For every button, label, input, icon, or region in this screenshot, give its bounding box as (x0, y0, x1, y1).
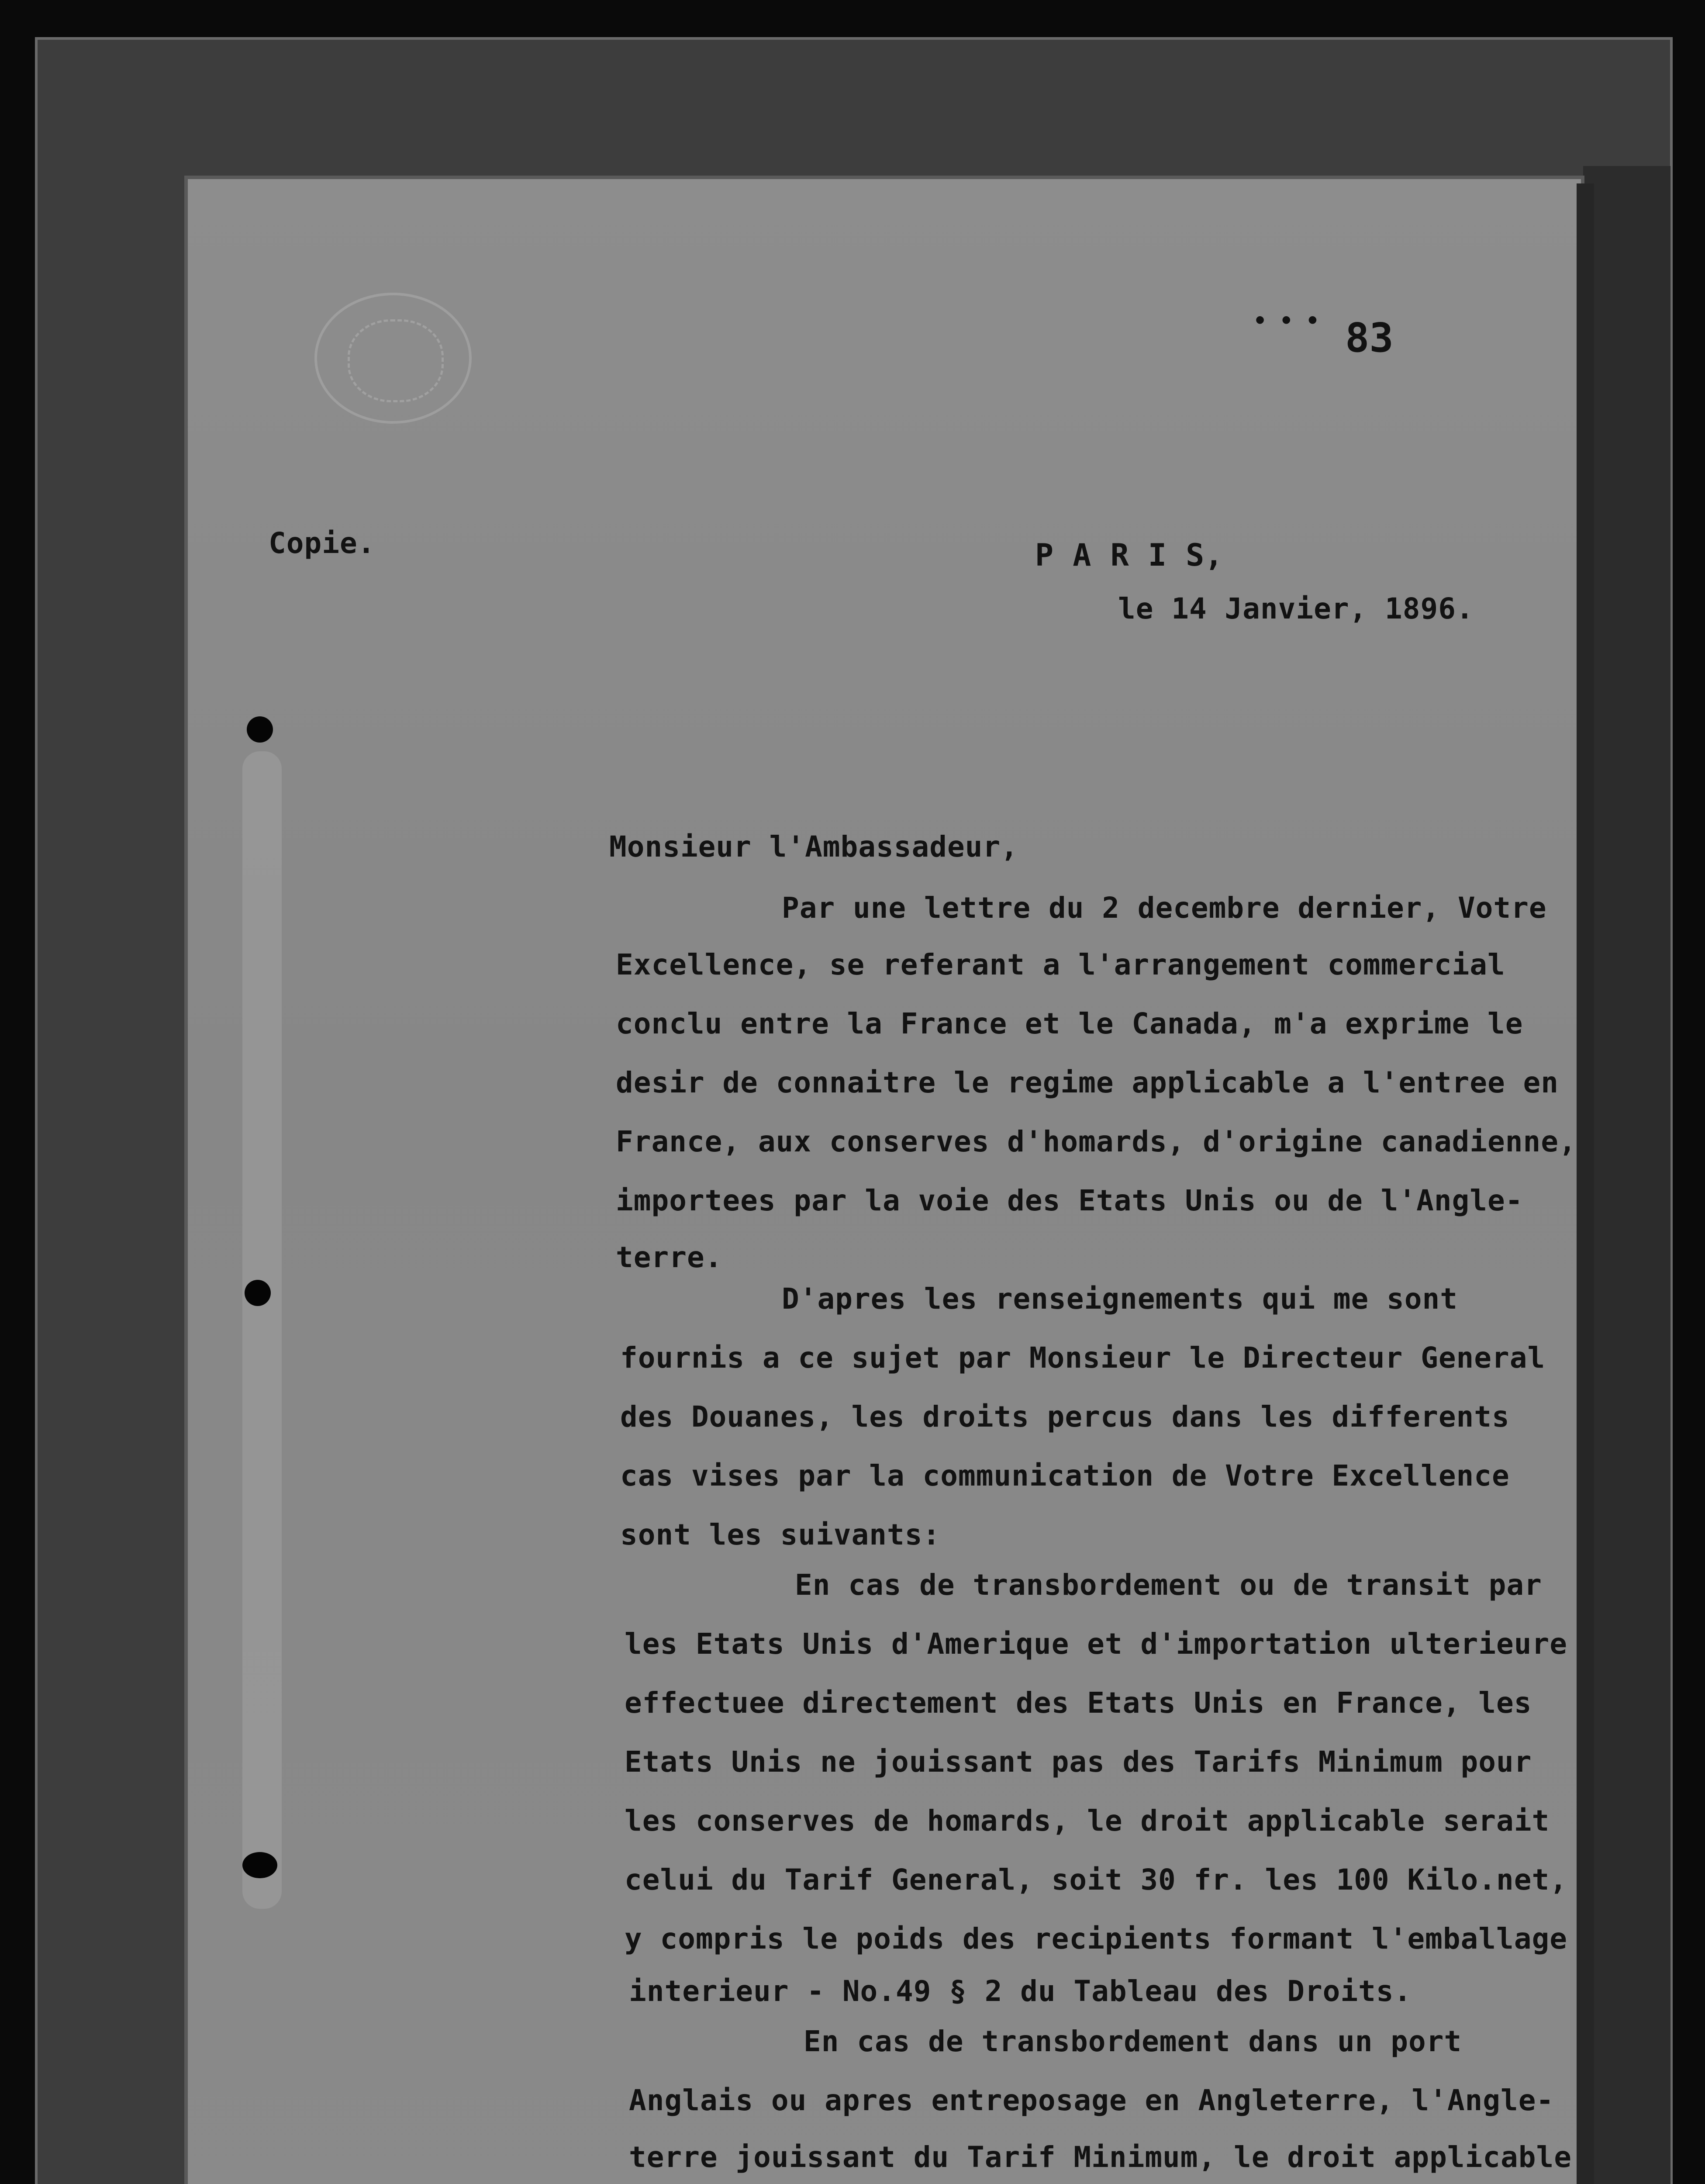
salutation: Monsieur l'Ambassadeur, (609, 830, 1018, 864)
punch-hole-icon (245, 1280, 271, 1306)
body-line: En cas de transbordement dans un port (804, 2025, 1462, 2058)
body-line: Excellence, se referant a l'arrangement commercial (616, 948, 1505, 981)
body-line: interieur - No.49 § 2 du Tableau des Droits. (629, 1974, 1412, 2008)
copy-label: Copie. (269, 526, 376, 560)
punch-hole-icon (247, 716, 273, 743)
body-line: desir de connaitre le regime applicable a l'entree en (616, 1066, 1559, 1099)
body-line: y compris le poids des recipients formant l'emballage (625, 1922, 1567, 1956)
body-line: France, aux conserves d'homards, d'origine canadienne, (616, 1125, 1577, 1158)
body-line: importees par la voie des Etats Unis ou de l'Angle- (616, 1184, 1523, 1217)
body-line: conclu entre la France et le Canada, m'a exprime le (616, 1007, 1523, 1040)
page-number: 83 (1345, 314, 1394, 361)
body-line: terre. (616, 1241, 723, 1274)
punch-hole-icon (242, 1852, 277, 1878)
embossed-seal-icon (314, 293, 472, 424)
place-heading: P A R I S, (1035, 537, 1224, 573)
body-line: les Etats Unis d'Amerique et d'importation ulterieure (625, 1627, 1567, 1661)
body-line: fournis a ce sujet par Monsieur le Directeur General (620, 1341, 1546, 1375)
body-line: celui du Tarif General, soit 30 fr. les 100 Kilo.net, (625, 1863, 1567, 1897)
film-edge-band (1583, 166, 1670, 2184)
body-line: En cas de transbordement ou de transit par (795, 1568, 1542, 1602)
body-line: sont les suivants: (620, 1518, 941, 1552)
body-line: cas vises par la communication de Votre Excellence (620, 1459, 1510, 1493)
body-line: les conserves de homards, le droit applicable serait (625, 1804, 1550, 1838)
body-line: Anglais ou apres entreposage en Angleterre, l'Angle- (629, 2084, 1554, 2117)
body-line: D'apres les renseignements qui me sont (782, 1282, 1458, 1316)
letter-date: le 14 Janvier, 1896. (1118, 592, 1474, 625)
body-line: terre jouissant du Tarif Minimum, le droit applicable (629, 2140, 1572, 2174)
body-line: Par une lettre du 2 decembre dernier, Votre (782, 891, 1547, 925)
binding-strip (242, 751, 282, 1909)
page-dots: • • • (1253, 308, 1319, 333)
body-line: Etats Unis ne jouissant pas des Tarifs Minimum pour (625, 1745, 1532, 1779)
page-shadow (1577, 183, 1594, 2184)
body-line: des Douanes, les droits percus dans les differents (620, 1400, 1510, 1434)
body-line: effectuee directement des Etats Unis en France, les (625, 1686, 1532, 1720)
